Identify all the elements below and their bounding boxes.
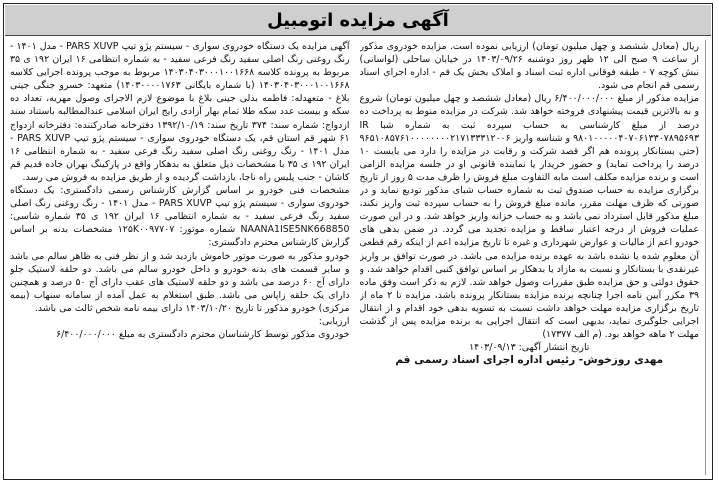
notice-columns: [10, 40, 706, 475]
left-column: [360, 40, 707, 475]
technical-specs-paragraph: مشخصات فنی خودرو بر اساس گزارش کارشناس رسمی دادگستری: یک دستگاه خودروی سواری - سیستم پژو تیپ PARS XUVP - مدل ۱۴۰۱ - رنگ روغنی رنگ اصلی سفید رنگ فرعی سفید - به شماره انتظامی ۱۶ ایران ۱۹۲ ی ۳۵ شماره شاسی: NAANA1ISE5NK668850 شماره موتور: ۱۲۵K۰۰۹۷۷۰۷ مشخصات بدنه بر اساس گزارش کارشناس محترم دادگستری:: [10, 185, 350, 249]
right-column: [10, 40, 350, 475]
title-bar: [5, 5, 711, 36]
intro-paragraph: آگهی مزایده یک دستگاه خودروی سواری - سیستم پژو تیپ PARS XUVP - مدل ۱۴۰۱ - رنگ روغنی رنگ اصلی سفید رنگ فرعی سفید - به شماره انتظامی ۱۶ ایران ۱۹۲ ی ۳۵ مربوط به پرونده کلاسه ۱۴۰۳۰۴۰۳۰۰۰۱۰۰۱۶۶۸ مربوط به موجب پرونده اجرایی کلاسه ۱۴۰۳۰۴۰۳۰۰۰۱۰۰۱۶۶۸ (با شماره بایگانی ۱۴۰۳۰۰۰۰۱۷۶۳) متعهد: خسرو جنگی جینی بلاغ - متعهدله: فاطمه بذلی جینی بلاغ با موضوع لازم الاجرای وصول مهریه، تعداد ده سکه و بیست عدد سکه طلا تمام بهار آزادی رایج ایران اسلامی عندالمطالبه باستناد سند ازدواج: شماره سند: ۳۷۴ تاریخ سند: ۱۳۹۲/۱۰/۱۹ دفترخانه صادرکننده: دفترخانه ازدواج ۶۱ شهر قم استان قم، یک دستگاه خودروی سواری - سیستم پژو تیپ PARS XUVP - مدل ۱۴۰۱ - رنگ روغنی رنگ اصلی سفید رنگ فرعی سفید - به شماره انتظامی ۱۶ ایران ۱۹۲ ی ۳۵ با مشخصات ذیل متعلق به بدهکار واقع در پارکینگ بهران جاده قدیم قم کاشان - جنب پلیس راه ناجا، بازداشت گردیده و از طریق مزایده به فروش می رسد.: [10, 41, 350, 183]
notice-title: آگهی مزایده اتومبیل: [267, 9, 449, 31]
auction-time-paragraph: ریال (معادل ششصد و چهل میلیون تومان) ارزیابی نموده است. مزایده خودروی مذکور از ساعت ۹ صبح الی ۱۲ ظهر روز دوشنبه ۱۴۰۳/۰۹/۲۶ در خیابان ساحلی (لواسانی) نبش کوچه ۷ - طبقه فوقانی اداره ثبت اسناد و املاک بخش یک قم - اداره اجرای اسناد رسمی قم انجام می شود.: [359, 41, 700, 92]
appraisal-paragraph: خودروی مذکور توسط کارشناسان محترم دادگستری به مبلغ ۶/۴۰۰/۰۰۰/۰۰۰: [56, 329, 350, 341]
publication-date: تاریخ انتشار آگهی: ۱۴۰۳/۰۹/۱۳: [469, 342, 590, 354]
body-condition-paragraph: خودرو مذکور به صورت موتور خاموش بازدید شد و از نظر فنی به ظاهر سالم می باشد و سایر قسمت های بدنه خودرو و داخل خودرو سالم می باشد. دو حلقه لاستیک جلو دارای آج ۶۰ درصد می باشد و دو حلقه لاستیک های عقب دارای آج ۵۰ درصد و همچنین دارای یک حلقه زاپاس می باشد. طبق استعلام به عمل آمده از سامانه سنهاب (بیمه مرکزی) خودرو مذکور تا تاریخ ۱۴۰۳/۱۰/۲۰ دارای بیمه نامه شخص ثالث می باشد.: [10, 250, 350, 314]
signature: مهدی روزخوش- رئیس اداره اجرای اسناد رسمی قم: [395, 354, 664, 367]
auction-terms-paragraph: مزایده مذکور از مبلغ ۶/۴۰۰/۰۰۰/۰۰۰ ریال (معادل ششصد و چهل میلیون تومان) شروع و به بالاترین قیمت پیشنهادی فروخته خواهد شد. شرکت در مزایده منوط به پرداخت ده درصد از مبلغ کارشناسی به حساب سپرده ثبت به شماره شبا IR ۹۸۰۱۰۰۰۰۰۴۰۷۰۶۱۳۳۰۷۸۹۵۶۹۳ و شناسه واریز ۹۶۵۱۰۸۵۷۶۱۰۰۰۰۰۰۰۰۲۱۷۱۳۳۳۱۲۰۰۶ (حتی بستانکار پرونده هم اگر قصد شرکت و رقابت در مزایده را دارد می بایست ۱۰ درصد را پرداخت نماید) و حضور خریدار یا نماینده قانونی او در جلسه مزایده الزامی است و برنده مزایده مکلف است مابه التفاوت مبلغ فروش را ظرف مدت ۵ روز از تاریخ برگزاری مزایده به حساب صندوق ثبت به شماره حساب شبای مذکور تودیع نماید و در صورتی که ظرف مهلت مقرر، مانده مبلغ فروش را به حساب سپرده ثبت واریز نکند، مبلغ مذکور قابل استرداد نمی باشد و به حساب خزانه واریز خواهد شد. و در این صورت عملیات فروش از درجه اعتبار ساقط و مزایده تجدید می گردد. در ضمن بدهی های خودرو اعم از مالیات و عوارض شهرداری و غیره تا تاریخ مزایده اعم از اینکه رقم قطعی آن معلوم شده یا نشده باشد به عهده برنده مزایده می باشد. در صورت توافق بر واریز غیرنقدی با بستانکار و نسبت به مازاد یا بدهکار بر اساس توافق کتبی اقدام خواهد شد. و حقوق دولتی و حق مزایده طبق مقررات وصول خواهد شد. لازم به ذکر است وفق ماده ۳۹ مکرر آیین نامه اجرا چنانچه برنده مزایده بستانکار پرونده باشد، مزایده تا ۲ ماه از تاریخ برگزاری مزایده مهلت خواهد داشت نسبت به تسویه بدهی خود اقدام و از انتقال اجرایی جلوگیری نماید، بدیهی است که انتقال اجرایی به برنده مزایده پس از گذشت مهلت ۲ ماهه خواهد بود. (م الف ۱۷۳۷۷): [359, 93, 700, 341]
notice-frame: [3, 3, 713, 480]
appraisal-heading: ارزیابی:: [318, 315, 350, 327]
